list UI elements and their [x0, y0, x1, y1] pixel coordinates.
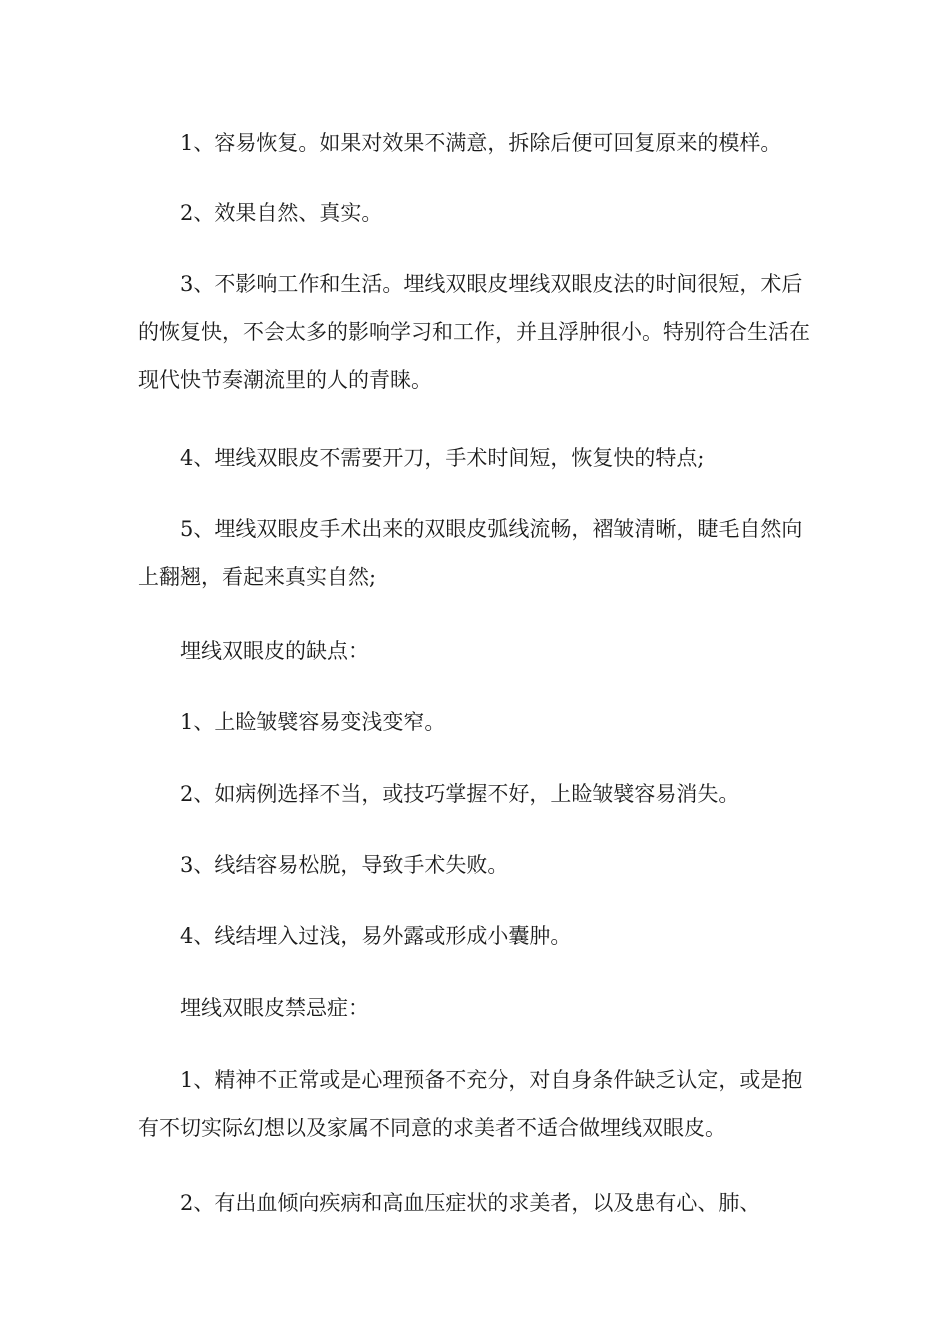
paragraph-disadvantage-4: 4、线结埋入过浅，易外露或形成小囊肿。 [180, 924, 572, 948]
section-heading-contraindications: 埋线双眼皮禁忌症： [180, 996, 369, 1020]
paragraph-disadvantage-3: 3、线结容易松脱，导致手术失败。 [180, 853, 509, 877]
paragraph-contraindication-2: 2、有出血倾向疾病和高血压症状的求美者，以及患有心、肺、 [180, 1191, 761, 1215]
paragraph-advantage-3: 3、不影响工作和生活。埋线双眼皮埋线双眼皮法的时间很短，术后的恢复快，不会太多的影响学习和工作，并且浮肿很小。特别符合生活在现代快节奏潮流里的人的青睐。 [138, 272, 810, 392]
paragraph-contraindication-1: 1、精神不正常或是心理预备不充分，对自身条件缺乏认定，或是抱有不切实际幻想以及家属不同意的求美者不适合做埋线双眼皮。 [138, 1068, 803, 1140]
paragraph-advantage-4: 4、埋线双眼皮不需要开刀，手术时间短，恢复快的特点; [180, 446, 705, 470]
paragraph-advantage-5: 5、埋线双眼皮手术出来的双眼皮弧线流畅，褶皱清晰，睫毛自然向上翻翘，看起来真实自然; [138, 517, 803, 589]
paragraph-advantage-2: 2、效果自然、真实。 [180, 201, 383, 225]
paragraph-disadvantage-1: 1、上睑皱襞容易变浅变窄。 [180, 710, 446, 734]
paragraph-disadvantage-2: 2、如病例选择不当，或技巧掌握不好，上睑皱襞容易消失。 [180, 782, 740, 806]
paragraph-advantage-1: 1、容易恢复。如果对效果不满意，拆除后便可回复原来的模样。 [180, 131, 782, 155]
section-heading-disadvantages: 埋线双眼皮的缺点： [180, 639, 369, 663]
